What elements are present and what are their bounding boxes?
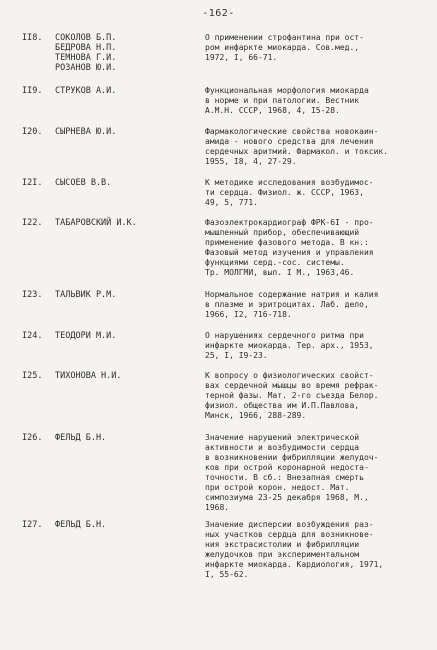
entry-number: I23. (22, 290, 43, 300)
entry-number: II8. (22, 33, 43, 43)
entry-authors: ФЕЛЬД Б.Н. (55, 520, 107, 530)
entry-text: Фазоэлектрокардиограф ФРК-6I - про- мышленный прибор, обеспечивающий применение фазового метода. В кн.: Фазовый метод изучения и управления функциями серд.-сос. системы. Тр. МОЛГМИ, вып. I М., 1963,46. (205, 218, 374, 277)
entry-text: Фармакологические свойства новокаин- амида - нового средства для лечения сердечных аритмий. Фармакол. и токсик. 1955, I8, 4, 27-29. (205, 127, 389, 166)
entry-authors: ТЕОДОРИ М.И. (55, 331, 117, 341)
entry-authors: СЫРНЕВА Ю.И. (55, 127, 117, 137)
entry-number: I25. (22, 371, 43, 381)
entry-text: Нормальное содержание натрия и калия в плазме и эритроцитах. Лаб. дело, 1966, I2, 716-718. (205, 290, 379, 319)
entry-text: К вопросу о физиологических свойст- вах сердечной мышцы во время рефрак- терной фазы. Мат. 2-го съезда Белор. физиол. общества им И.П.Павлова, Минск, 1966, 288-289. (205, 371, 379, 420)
entry-authors: СЫСОЕВ В.В. (55, 178, 112, 188)
entry-number: I2I. (22, 178, 43, 188)
entry-authors: СОКОЛОВ Б.П. БЕДРОВА Н.П. ТЕМНОВА Г.И. РОЗАНОВ Ю.И. (55, 33, 117, 73)
entry-number: I20. (22, 127, 43, 137)
entry-authors: ФЕЛЬД Б.Н. (55, 433, 107, 443)
entry-text: К методике исследования возбудимос- ти сердца. Физиол. ж. СССР, 1963, 49, 5, 771. (205, 178, 374, 207)
entry-text: Функциональная морфология миокарда в норме и при патологии. Вестник А.М.Н. СССР, 1968, 4, I5-28. (205, 86, 369, 115)
page-number: -162- (202, 8, 235, 19)
entry-text: Значение дисперсии возбуждения раз- ных участков сердца для возникнове- ния экстрасистолии и фибрилляции желудочков при экспериментальном инфаркте миокарда. Кардиология, 1971, I, 55-62. (205, 520, 384, 579)
entry-number: I24. (22, 331, 43, 341)
entry-number: I27. (22, 520, 43, 530)
entry-text: Значение нарушений электрической активности и возбудимости сердца в возникновении фибрилляции желудоч- ков при острой коронарной недоста- точности. В сб.: Внезапная смерть при острой корон. недост. Мат. симпозиума 23-25 декабря 1968, М., 1968. (205, 433, 379, 512)
entry-text: О применении строфантина при ост- ром инфаркте миокарда. Сов.мед., 1972, I, 66-71. (205, 33, 364, 62)
entry-authors: СТРУКОВ А.И. (55, 86, 117, 96)
entry-number: I26. (22, 433, 43, 443)
entry-number: I22. (22, 218, 43, 228)
entry-text: О нарушениях сердечного ритма при инфаркте миокарда. Тер. арх., 1953, 25, I, I9-23. (205, 331, 374, 360)
entry-authors: ТАЛЬВИК Р.М. (55, 290, 117, 300)
entry-authors: ТИХОНОВА Н.И. (55, 371, 122, 381)
entry-number: II9. (22, 86, 43, 96)
entry-authors: ТАБАРОВСКИЙ И.К. (55, 218, 137, 228)
